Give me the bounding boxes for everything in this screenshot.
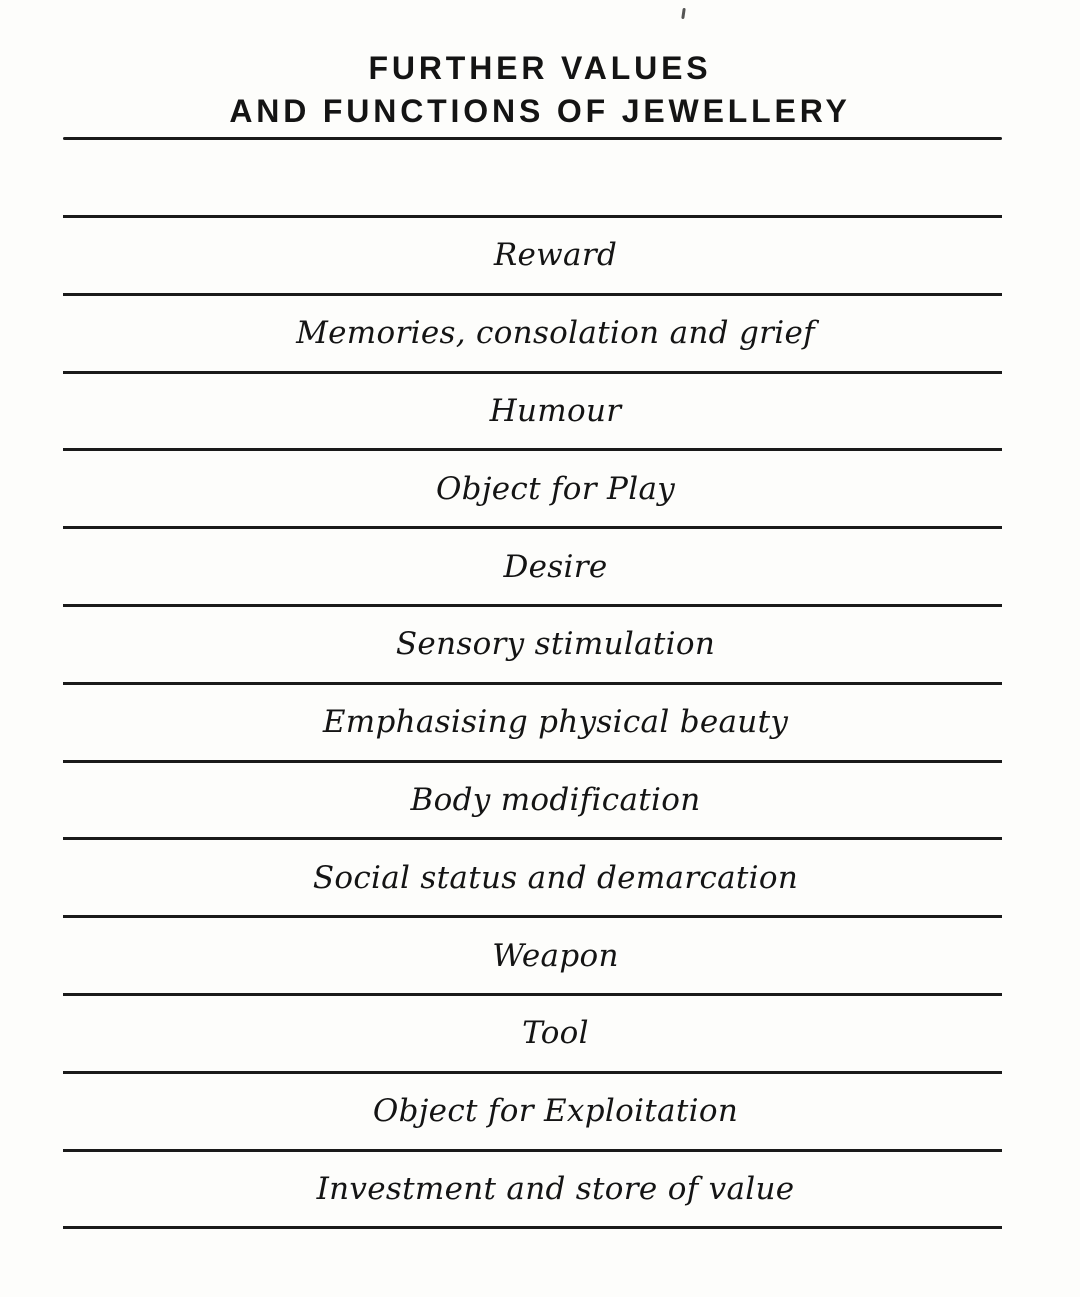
list-item-label: Body modification — [410, 781, 701, 818]
list-item — [63, 918, 1002, 996]
list-item — [63, 296, 1002, 374]
list-item — [63, 996, 1002, 1074]
scan-speck-mark — [681, 8, 686, 19]
list-item — [63, 685, 1002, 763]
list-item — [63, 218, 1002, 296]
list-item-label: Reward — [493, 237, 618, 274]
page-title-line-2: AND FUNCTIONS OF JEWELLERY — [229, 93, 851, 130]
list-item — [63, 1152, 1002, 1230]
list-item-label: Object for Play — [435, 470, 676, 507]
list-item — [63, 763, 1002, 841]
list-item-label: Investment and store of value — [316, 1170, 795, 1207]
list-item-label: Emphasising physical beauty — [322, 704, 789, 741]
list-item-label: Desire — [503, 548, 608, 585]
list-item-label: Humour — [489, 392, 622, 429]
list-item-label: Sensory stimulation — [395, 626, 716, 663]
list-item-label: Tool — [522, 1015, 589, 1052]
list-item-label: Weapon — [492, 937, 619, 974]
page-title-line-1: FURTHER VALUES — [368, 50, 712, 87]
values-list — [63, 215, 1002, 1229]
list-item-label: Memories, consolation and grief — [296, 315, 815, 352]
list-item — [63, 607, 1002, 685]
list-item-label: Object for Exploitation — [372, 1093, 739, 1130]
list-item-label: Social status and demarcation — [312, 859, 799, 896]
title-divider-rule — [63, 137, 1002, 140]
list-item — [63, 451, 1002, 529]
page-title — [0, 47, 1080, 133]
list-item — [63, 529, 1002, 607]
list-item — [63, 840, 1002, 918]
list-item — [63, 374, 1002, 452]
list-item — [63, 1074, 1002, 1152]
